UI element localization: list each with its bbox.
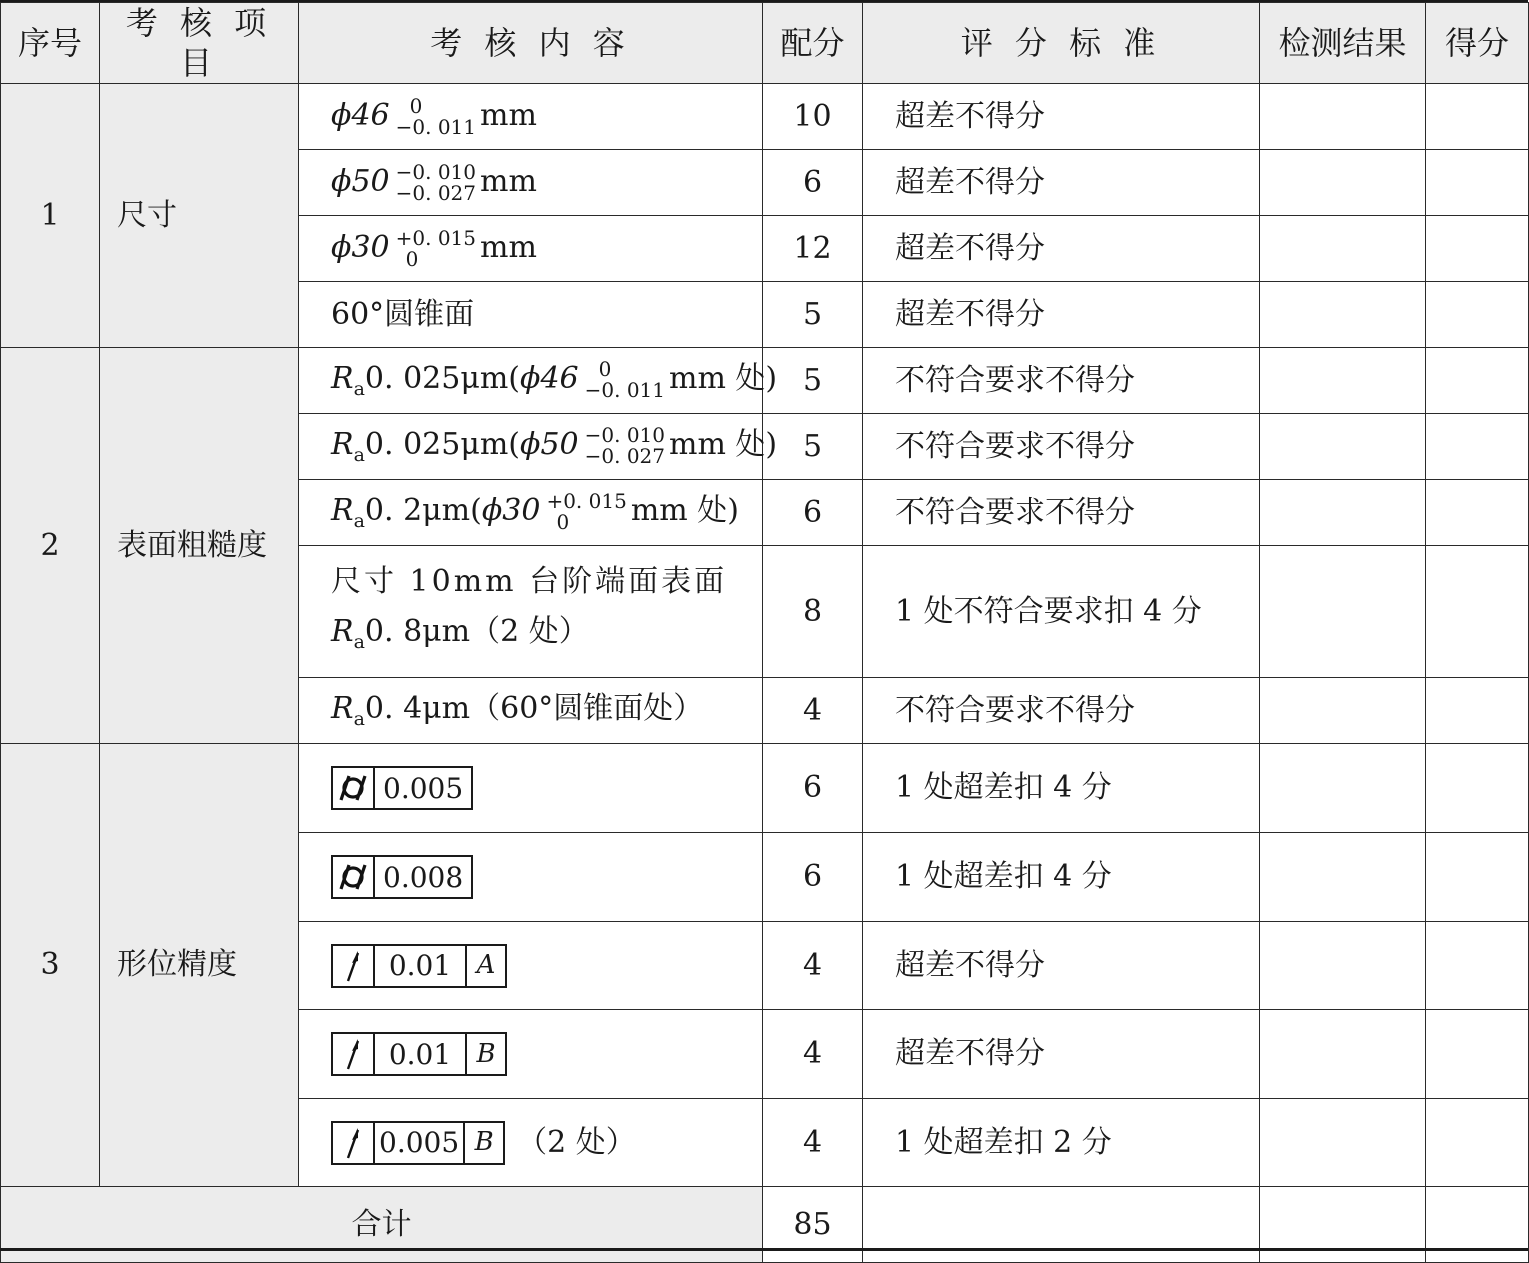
total-label: 合计 [1, 1187, 763, 1263]
earned-cell[interactable] [1426, 1099, 1529, 1187]
content-line-2 [331, 607, 762, 667]
result-cell[interactable] [1260, 546, 1426, 678]
content-cell [299, 414, 778, 480]
roughness-symbol: R [331, 361, 354, 397]
dimension-prefix: ϕ50 [520, 427, 579, 463]
tolerance-lower: −0. 011 [584, 378, 665, 403]
frame-value: 0.005 [383, 771, 464, 805]
roughness-subscript: a [353, 378, 365, 401]
group-seq: 1 [1, 84, 100, 348]
roughness-symbol: R [331, 493, 354, 529]
earned-cell[interactable] [1426, 744, 1529, 833]
roughness-tail: mm 处) [669, 427, 778, 463]
tolerance-upper: 0 [409, 93, 423, 118]
result-cell[interactable] [1260, 1099, 1426, 1187]
roughness-subscript: a [353, 630, 365, 653]
earned-cell[interactable] [1426, 546, 1529, 678]
result-cell[interactable] [1260, 678, 1426, 744]
group-seq: 3 [1, 744, 100, 1187]
roughness-value: 0. 025μm( [364, 427, 520, 463]
dimension-prefix: ϕ50 [331, 163, 390, 199]
tolerance-upper: 0 [598, 357, 612, 382]
unit: mm [480, 229, 537, 265]
roughness-value: 0. 4μm（60°圆锥面处） [364, 690, 704, 726]
content-cell [299, 84, 763, 150]
roughness-value: 0. 2μm( [364, 493, 482, 529]
earned-cell[interactable] [1426, 348, 1529, 414]
score-cell: 5 [763, 414, 863, 480]
standard-cell: 1 处超差扣 2 分 [863, 1099, 1260, 1187]
tolerance-upper: −0. 010 [395, 159, 476, 184]
roughness-value: 0. 8μm（2 处） [364, 613, 589, 649]
circular-runout-icon [333, 1034, 375, 1074]
group-name: 表面粗糙度 [100, 348, 299, 744]
content-cell [299, 480, 763, 546]
result-cell[interactable] [1260, 480, 1426, 546]
group-seq: 2 [1, 348, 100, 744]
circular-runout-icon [333, 946, 375, 986]
dimension-prefix: ϕ46 [520, 361, 579, 397]
standard-cell: 1 处不符合要求扣 4 分 [863, 546, 1260, 678]
frame-value: 0.005 [379, 1126, 460, 1159]
result-cell[interactable] [1260, 414, 1426, 480]
standard-cell: 不符合要求不得分 [863, 414, 1260, 480]
bottom-rule [0, 1248, 1528, 1251]
tolerance-upper: −0. 010 [584, 423, 665, 448]
unit: mm [480, 163, 537, 199]
tolerance-upper: +0. 015 [395, 225, 476, 250]
score-cell: 10 [763, 84, 863, 150]
earned-cell[interactable] [1426, 150, 1529, 216]
frame-value: 0.01 [388, 1037, 452, 1071]
roughness-value: 0. 025μm( [364, 361, 520, 397]
circular-runout-icon [333, 1123, 375, 1163]
cylindricity-icon [333, 768, 375, 808]
result-cell[interactable] [1260, 833, 1426, 922]
total-score: 85 [763, 1187, 863, 1263]
header-standard: 评 分 标 准 [863, 3, 1260, 84]
standard-cell: 超差不得分 [863, 282, 1260, 348]
standard-cell: 1 处超差扣 4 分 [863, 744, 1260, 833]
header-score: 配分 [763, 3, 863, 84]
earned-cell[interactable] [1426, 1010, 1529, 1099]
content-cell [299, 546, 763, 678]
standard-cell: 超差不得分 [863, 216, 1260, 282]
content-cell [299, 678, 763, 744]
roughness-subscript: a [353, 444, 365, 467]
tolerance [585, 425, 665, 467]
assessment-table [0, 2, 1529, 1263]
dimension-prefix: ϕ46 [331, 97, 390, 133]
frame-note: （2 处） [517, 1124, 636, 1160]
roughness-symbol: R [331, 427, 354, 463]
earned-cell[interactable] [1426, 922, 1529, 1010]
score-cell: 6 [763, 480, 863, 546]
unit: mm [480, 97, 537, 133]
content-cell [299, 833, 763, 922]
standard-cell: 不符合要求不得分 [863, 480, 1260, 546]
score-cell: 6 [763, 744, 863, 833]
header-item: 考 核 项 目 [100, 3, 299, 84]
earned-cell[interactable] [1426, 282, 1529, 348]
standard-cell: 超差不得分 [863, 84, 1260, 150]
earned-cell[interactable] [1426, 833, 1529, 922]
standard-cell: 超差不得分 [863, 150, 1260, 216]
score-cell: 12 [763, 216, 863, 282]
earned-cell[interactable] [1426, 414, 1529, 480]
content-line-1: 尺寸 10mm 台阶端面表面 [331, 563, 728, 599]
content-cell [299, 216, 763, 282]
frame-datum: B [463, 1123, 503, 1163]
content-cell [299, 150, 763, 216]
dimension-prefix: ϕ30 [481, 493, 541, 529]
header-content: 考 核 内 容 [299, 3, 763, 84]
tolerance [585, 359, 665, 401]
total-standard-cell[interactable] [863, 1187, 1260, 1263]
result-cell[interactable] [1260, 84, 1426, 150]
score-cell: 6 [763, 833, 863, 922]
tolerance-upper: +0. 015 [546, 489, 627, 514]
tolerance [395, 225, 476, 271]
frame-datum: B [465, 1034, 505, 1074]
tolerance-lower: −0. 027 [395, 180, 476, 205]
earned-cell[interactable] [1426, 84, 1529, 150]
cylindricity-icon [333, 857, 375, 897]
content-cell [299, 1099, 763, 1187]
table-row [1, 84, 1529, 150]
standard-cell: 不符合要求不得分 [863, 678, 1260, 744]
header-earned: 得分 [1426, 3, 1529, 84]
score-cell: 6 [763, 150, 863, 216]
content-cell: 60°圆锥面 [299, 282, 763, 348]
result-cell[interactable] [1260, 216, 1426, 282]
frame-datum: A [465, 946, 505, 986]
score-cell: 4 [763, 1010, 863, 1099]
content-cell [299, 744, 763, 833]
total-row [1, 1187, 1529, 1263]
standard-cell: 1 处超差扣 4 分 [863, 833, 1260, 922]
standard-cell: 超差不得分 [863, 922, 1260, 1010]
roughness-subscript: a [353, 510, 365, 533]
frame-value: 0.01 [388, 949, 452, 982]
score-cell: 4 [763, 1099, 863, 1187]
tolerance-frame [331, 1121, 505, 1165]
content-cell [299, 922, 763, 1010]
content-cell [299, 348, 778, 414]
tolerance-lower: −0. 011 [395, 114, 476, 139]
score-cell: 5 [763, 282, 863, 348]
result-cell[interactable] [1260, 348, 1426, 414]
frame-value: 0.008 [383, 860, 464, 894]
score-cell: 8 [763, 546, 863, 678]
header-seq: 序号 [1, 3, 100, 84]
table-row [1, 348, 1529, 414]
earned-cell[interactable] [1426, 216, 1529, 282]
tolerance [395, 159, 476, 205]
total-earned-cell[interactable] [1426, 1187, 1529, 1263]
group-name: 形位精度 [100, 744, 299, 1187]
result-cell[interactable] [1260, 922, 1426, 1010]
earned-cell[interactable] [1426, 678, 1529, 744]
result-cell[interactable] [1260, 150, 1426, 216]
standard-cell: 不符合要求不得分 [863, 348, 1260, 414]
total-result-cell[interactable] [1260, 1187, 1426, 1263]
score-cell: 5 [763, 348, 863, 414]
tolerance [546, 491, 626, 533]
roughness-symbol: R [331, 613, 354, 649]
tolerance-lower: 0 [556, 510, 570, 535]
table-row [1, 744, 1529, 833]
result-cell[interactable] [1260, 744, 1426, 833]
tolerance-frame [331, 855, 473, 899]
dimension-prefix: ϕ30 [331, 229, 390, 265]
standard-cell: 超差不得分 [863, 1010, 1260, 1099]
tolerance [395, 93, 476, 139]
roughness-symbol: R [331, 690, 354, 726]
score-cell: 4 [763, 678, 863, 744]
content-cell [299, 1010, 763, 1099]
tolerance-frame [331, 944, 507, 988]
group-name: 尺寸 [100, 84, 299, 348]
roughness-tail: mm 处) [630, 493, 739, 529]
tolerance-frame [331, 1032, 507, 1076]
roughness-tail: mm 处) [669, 361, 778, 397]
result-cell[interactable] [1260, 282, 1426, 348]
earned-cell[interactable] [1426, 480, 1529, 546]
score-cell: 4 [763, 922, 863, 1010]
tolerance-lower: 0 [405, 246, 419, 271]
header-result: 检测结果 [1260, 3, 1426, 84]
tolerance-lower: −0. 027 [584, 444, 665, 469]
roughness-subscript: a [353, 707, 365, 730]
result-cell[interactable] [1260, 1010, 1426, 1099]
header-row [1, 3, 1529, 84]
tolerance-frame [331, 766, 473, 810]
